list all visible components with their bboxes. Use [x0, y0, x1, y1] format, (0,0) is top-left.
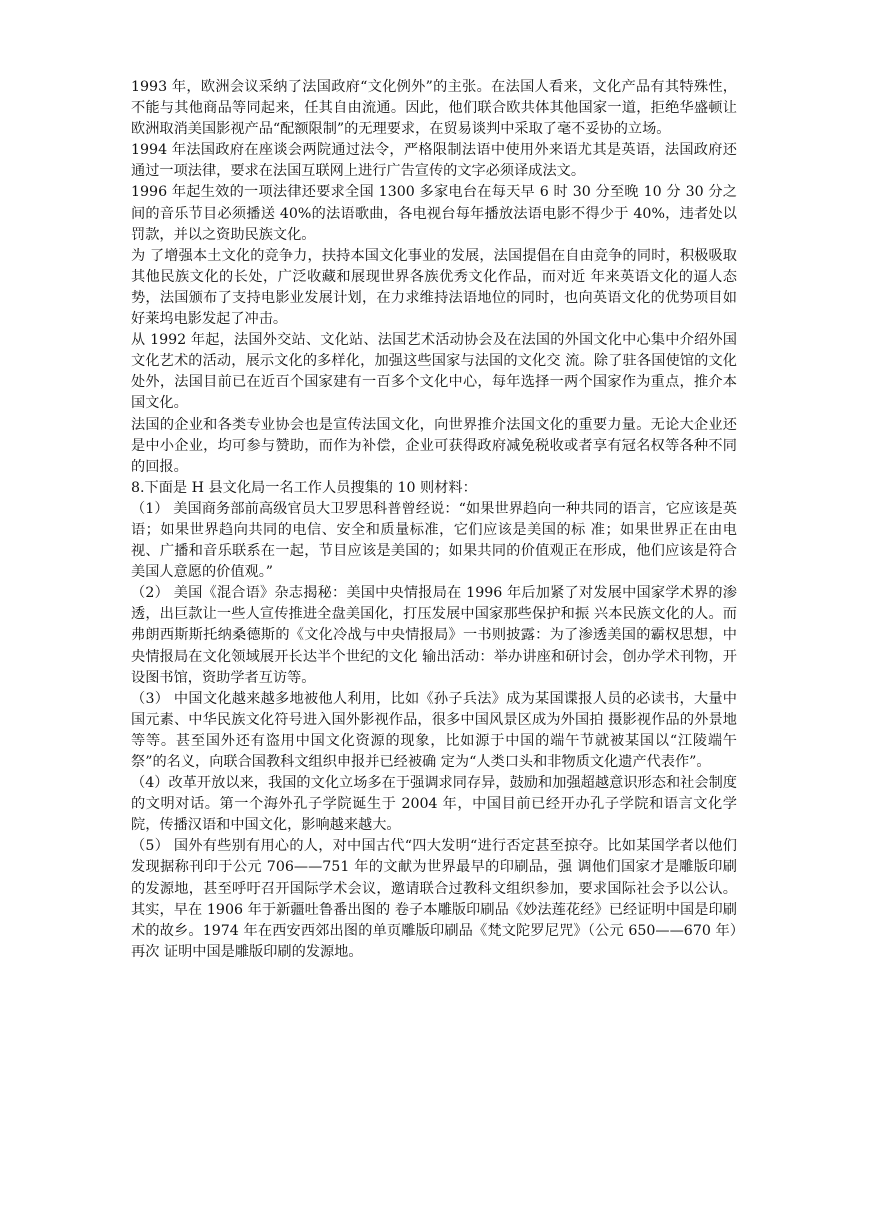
material-item-4: （4）改革开放以来，我国的文化立场多在于强调求同存异，鼓励和加强超越意识形态和社会制度的文明对话。第一个海外孔子学院诞生于 2004 年，中国目前已经开办孔子学院和语言文化学院，传播汉语和中国文化，影响越来越大。	[131, 775, 737, 834]
paragraph-1994-language-law: 1994 年法国政府在座谈会两院通过法令，严格限制法语中使用外来语尤其是英语，法国政府还通过一项法律，要求在法国互联网上进行广告宣传的文字必须译成法文。	[131, 142, 737, 180]
paragraph-1996-radio-quota: 1996 年起生效的一项法律还要求全国 1300 多家电台在每天早 6 时 30 分至晚 10 分 30 分之间的音乐节目必须播送 40%的法语歌曲，各电视台每年播放法语电影不得少于 40%，违者处以罚款，并以之资助民族文化。	[131, 184, 737, 243]
paragraph-cultural-competitiveness: 为 了增强本土文化的竞争力，扶持本国文化事业的发展，法国提倡在自由竞争的同时，积极吸取其他民族文化的长处，广泛收藏和展现世界各族优秀文化作品，而对近 年来英语文化的逼人态势，法国颁布了支持电影业发展计划，在力求维持法语地位的同时，也向英语文化的优势项目如好莱坞电影发起了冲击。	[131, 247, 737, 328]
paragraph-cultural-centers: 从 1992 年起，法国外交站、文化站、法国艺术活动协会及在法国的外国文化中心集中介绍外国文化艺术的活动，展示文化的多样化，加强这些国家与法国的文化交 流。除了驻各国使馆的文化处外，法国目前已在近百个国家建有一百多个文化中心，每年选择一两个国家作为重点，推介本国文化。	[131, 332, 737, 412]
material-item-1: （1） 美国商务部前高级官员大卫罗思科普曾经说：“如果世界趋向一种共同的语言，它应该是英语；如果世界趋向共同的电信、安全和质量标准，它们应该是美国的标 准；如果世界正在由电视、广播和音乐联系在一起，节目应该是美国的；如果共同的价值观正在形成，他们应该是符合美国人意愿的价值观。”	[131, 500, 737, 581]
paragraph-enterprise-sponsorship: 法国的企业和各类专业协会也是宣传法国文化，向世界推介法国文化的重要力量。无论大企业还是中小企业，均可参与赞助，而作为补偿，企业可获得政府减免税收或者享有冠名权等各种不同的回报。	[131, 416, 737, 475]
question-intro: 8.下面是 H 县文化局一名工作人员搜集的 10 则材料：	[131, 479, 477, 496]
material-item-3: （3） 中国文化越来越多地被他人利用，比如《孙子兵法》成为某国谍报人员的必读书，大量中国元素、中华民族文化符号进入国外影视作品，很多中国风景区成为外国拍 摄影视作品的外景地等等。甚至国外还有盗用中国文化资源的现象，比如源于中国的端午节就被某国以“江陵端午祭”的名义，向联合国教科文组织申报并已经被确 定为“人类口头和非物质文化遗产代表作”。	[131, 690, 737, 770]
paragraph-1993-cultural-exception: 1993 年，欧洲会议采纳了法国政府“文化例外”的主张。在法国人看来，文化产品有其特殊性，不能与其他商品等同起来，任其自由流通。因此，他们联合欧共体其他国家一道，拒绝华盛顿让欧洲取消美国影视产品“配额限制”的无理要求，在贸易谈判中采取了毫不妥协的立场。	[131, 79, 737, 138]
material-item-5: （5） 国外有些别有用心的人，对中国古代“四大发明“进行否定甚至掠夺。比如某国学者以他们发现据称刊印于公元 706——751 年的文献为世界最早的印刷品，强 调他们国家才是雕版印刷的发源地，甚至呼吁召开国际学术会议，邀请联合过教科文组织参加，要求国际社会予以公认。其实，早在 1906 年于新疆吐鲁番出图的 卷子本雕版印刷品《妙法莲花经》已经证明中国是印刷术的故乡。1974 年在西安西郊出图的单页雕版印刷品《梵文陀罗尼咒》（公元 650——670 年）再次 证明中国是雕版印刷的发源地。	[131, 838, 737, 960]
material-item-2: （2） 美国《混合语》杂志揭秘：美国中央情报局在 1996 年后加紧了对发展中国家学术界的渗透，出巨款让一些人宣传推进全盘美国化，打压发展中国家那些保护和振 兴本民族文化的人。而弗朗西斯斯托纳桑德斯的《文化冷战与中央情报局》一书则披露：为了渗透美国的霸权思想，中央情报局在文化领域展开长达半个世纪的文化 输出活动：举办讲座和研讨会，创办学术刊物，开设图书馆，资助学者互访等。	[131, 585, 737, 686]
document-body	[131, 77, 737, 963]
